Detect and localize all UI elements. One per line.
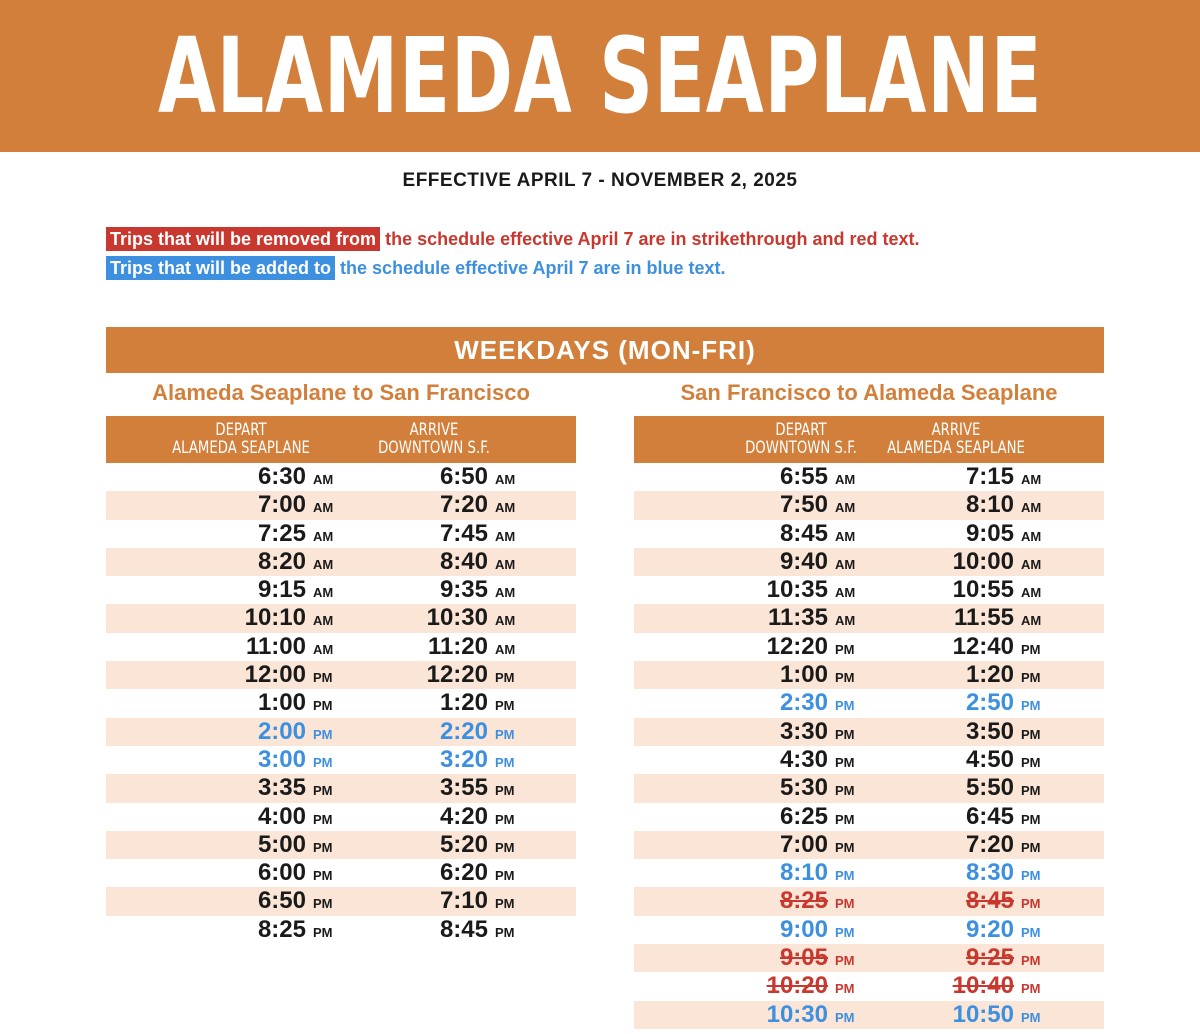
- table-row: [634, 859, 1104, 887]
- depart-time: 12:20: [766, 632, 828, 660]
- arrive-ampm: AM: [495, 613, 516, 629]
- arrive-cell: [902, 520, 1043, 548]
- column-header-line: ALAMEDA SEAPLANE: [887, 438, 1025, 458]
- added-trips-notice: [106, 258, 726, 279]
- removed-trips-notice: [106, 229, 920, 250]
- table-row: [634, 718, 1104, 746]
- arrive-ampm: AM: [1021, 472, 1042, 487]
- depart-cell: [718, 916, 857, 944]
- arrive-cell: [902, 803, 1043, 831]
- arrive-time: 7:20: [965, 830, 1014, 858]
- depart-cell: [718, 831, 857, 859]
- table-row: [106, 633, 576, 661]
- arrive-cell: [376, 576, 517, 604]
- arrive-cell: [902, 774, 1043, 802]
- column-header-line: DEPART: [215, 420, 267, 440]
- depart-cell: [718, 774, 857, 802]
- arrive-time: 9:20: [965, 915, 1014, 943]
- arrive-ampm: PM: [495, 896, 515, 912]
- depart-cell: [196, 548, 335, 576]
- table-row: [634, 576, 1104, 604]
- depart-ampm: PM: [835, 670, 855, 686]
- arrive-ampm: AM: [495, 528, 516, 544]
- column-header-line: ARRIVE: [931, 420, 981, 440]
- depart-ampm: PM: [835, 811, 855, 827]
- depart-ampm: AM: [313, 500, 334, 516]
- arrive-cell: [376, 803, 517, 831]
- depart-cell: [196, 774, 335, 802]
- table-row: [634, 803, 1104, 831]
- depart-cell: [196, 859, 335, 887]
- table-row: [634, 689, 1104, 717]
- arrive-ampm: PM: [495, 868, 515, 884]
- depart-cell: [196, 916, 335, 944]
- added-notice-text: the schedule effective April 7 are in blue text.: [340, 258, 726, 278]
- table-header: [634, 416, 1104, 463]
- depart-cell: [718, 548, 857, 576]
- depart-cell: [718, 944, 857, 972]
- depart-time: 9:05: [779, 944, 828, 972]
- removed-notice-highlight: Trips that will be removed from: [106, 227, 380, 251]
- arrive-time: 10:55: [952, 576, 1014, 604]
- arrive-time: 7:20: [439, 491, 488, 519]
- arrive-cell: [902, 1001, 1043, 1029]
- depart-time: 8:20: [257, 547, 306, 575]
- depart-time: 8:45: [779, 519, 828, 547]
- arrive-ampm: PM: [495, 811, 515, 827]
- column-header-line: ALAMEDA SEAPLANE: [172, 438, 310, 458]
- arrive-cell: [902, 944, 1043, 972]
- depart-time: 9:15: [257, 576, 306, 604]
- arrive-time: 7:15: [965, 463, 1014, 490]
- depart-cell: [196, 604, 335, 632]
- depart-ampm: PM: [313, 726, 333, 742]
- depart-cell: [196, 718, 335, 746]
- arrive-time: 11:55: [953, 604, 1014, 632]
- depart-ampm: AM: [313, 472, 334, 487]
- depart-ampm: PM: [835, 953, 855, 969]
- column-header-line: ARRIVE: [409, 420, 459, 440]
- depart-time: 12:00: [244, 661, 306, 689]
- depart-cell: [718, 887, 857, 915]
- arrive-ampm: PM: [1021, 726, 1041, 742]
- table-row: [106, 831, 576, 859]
- depart-ampm: PM: [313, 670, 333, 686]
- arrive-time: 4:20: [439, 802, 488, 830]
- depart-time: 8:25: [779, 887, 828, 915]
- arrive-time: 3:55: [439, 774, 488, 802]
- schedule-table-to-alameda: [634, 416, 1104, 1029]
- section-header-weekdays: WEEKDAYS (MON-FRI): [106, 327, 1104, 373]
- table-row: [634, 831, 1104, 859]
- arrive-cell: [376, 463, 517, 491]
- table-row: [634, 887, 1104, 915]
- depart-cell: [718, 633, 857, 661]
- arrive-time: 8:45: [439, 915, 488, 943]
- depart-ampm: AM: [835, 528, 856, 544]
- table-row: [634, 491, 1104, 519]
- table-row: [106, 916, 576, 944]
- arrive-cell: [376, 831, 517, 859]
- arrive-ampm: PM: [495, 726, 515, 742]
- depart-time: 6:25: [779, 802, 828, 830]
- arrive-time: 10:30: [426, 604, 488, 632]
- title-banner: [0, 0, 1200, 152]
- depart-time: 2:30: [779, 689, 828, 717]
- depart-ampm: PM: [313, 839, 333, 855]
- depart-cell: [718, 859, 857, 887]
- arrive-cell: [376, 520, 517, 548]
- depart-time: 4:30: [779, 745, 828, 773]
- schedule-table-to-sf: [106, 416, 576, 944]
- direction-title-to-sf: Alameda Seaplane to San Francisco: [152, 380, 530, 405]
- arrive-ampm: AM: [1021, 613, 1042, 629]
- depart-time: 10:35: [766, 576, 828, 604]
- arrive-cell: [902, 689, 1043, 717]
- arrive-time: 10:50: [952, 1000, 1014, 1028]
- arrive-ampm: PM: [1021, 868, 1041, 884]
- effective-dates: EFFECTIVE APRIL 7 - NOVEMBER 2, 2025: [402, 170, 798, 191]
- arrive-cell: [902, 661, 1043, 689]
- arrive-time: 8:10: [965, 491, 1014, 519]
- arrive-ampm: PM: [1021, 1009, 1041, 1025]
- depart-cell: [718, 463, 857, 491]
- arrive-cell: [376, 916, 517, 944]
- depart-ampm: AM: [313, 613, 334, 629]
- table-row: [634, 463, 1104, 491]
- depart-time: 7:50: [779, 491, 828, 519]
- arrive-time: 12:20: [426, 661, 488, 689]
- arrive-time: 9:05: [965, 519, 1014, 547]
- arrive-ampm: AM: [1021, 585, 1042, 601]
- arrive-ampm: AM: [1021, 500, 1042, 516]
- arrive-cell: [902, 633, 1043, 661]
- depart-ampm: PM: [835, 726, 855, 742]
- arrive-cell: [376, 718, 517, 746]
- arrive-cell: [376, 548, 517, 576]
- arrive-ampm: PM: [495, 698, 515, 714]
- arrive-time: 2:50: [965, 689, 1014, 717]
- depart-cell: [718, 689, 857, 717]
- depart-time: 11:35: [767, 604, 828, 632]
- column-header-line: DEPART: [775, 420, 827, 440]
- depart-time: 8:10: [779, 859, 828, 887]
- table-row: [106, 746, 576, 774]
- depart-cell: [196, 491, 335, 519]
- arrive-ampm: PM: [1021, 953, 1041, 969]
- depart-time: 9:00: [779, 915, 828, 943]
- arrive-cell: [902, 916, 1043, 944]
- depart-cell: [718, 604, 857, 632]
- table-row: [106, 718, 576, 746]
- arrive-time: 7:10: [439, 887, 488, 915]
- arrive-ampm: AM: [495, 472, 516, 487]
- arrive-cell: [376, 689, 517, 717]
- table-row: [106, 576, 576, 604]
- table-row: [634, 633, 1104, 661]
- direction-title-to-alameda: San Francisco to Alameda Seaplane: [680, 380, 1058, 405]
- table-row: [106, 887, 576, 915]
- depart-time: 7:00: [257, 491, 306, 519]
- arrive-ampm: PM: [1021, 924, 1041, 940]
- depart-time: 3:00: [257, 745, 306, 773]
- arrive-cell: [376, 859, 517, 887]
- arrive-time: 4:50: [965, 745, 1014, 773]
- depart-time: 1:00: [779, 661, 828, 689]
- table-row: [634, 746, 1104, 774]
- depart-time: 7:00: [779, 830, 828, 858]
- depart-cell: [196, 803, 335, 831]
- table-row: [106, 661, 576, 689]
- page-title: ALAMEDA SEAPLANE: [157, 15, 1043, 137]
- depart-time: 10:30: [766, 1000, 828, 1028]
- arrive-ampm: AM: [495, 500, 516, 516]
- arrive-time: 10:00: [952, 547, 1014, 575]
- table-body: [634, 463, 1104, 1029]
- arrive-cell: [902, 972, 1043, 1000]
- arrive-ampm: AM: [1021, 528, 1042, 544]
- table-row: [634, 774, 1104, 802]
- table-row: [106, 491, 576, 519]
- table-row: [106, 689, 576, 717]
- column-header-arrive: [870, 421, 1042, 457]
- depart-ampm: PM: [313, 896, 333, 912]
- table-row: [106, 859, 576, 887]
- depart-ampm: PM: [835, 783, 855, 799]
- depart-time: 10:20: [766, 972, 828, 1000]
- depart-cell: [718, 491, 857, 519]
- arrive-time: 3:20: [439, 745, 488, 773]
- arrive-cell: [902, 887, 1043, 915]
- depart-ampm: PM: [313, 783, 333, 799]
- depart-ampm: AM: [835, 585, 856, 601]
- depart-ampm: PM: [313, 924, 333, 940]
- depart-cell: [196, 633, 335, 661]
- arrive-cell: [902, 548, 1043, 576]
- arrive-cell: [376, 604, 517, 632]
- table-row: [634, 944, 1104, 972]
- arrive-time: 9:25: [965, 944, 1014, 972]
- arrive-ampm: PM: [1021, 783, 1041, 799]
- depart-time: 11:00: [245, 632, 306, 660]
- arrive-ampm: PM: [495, 924, 515, 940]
- depart-ampm: PM: [835, 924, 855, 940]
- depart-ampm: PM: [313, 811, 333, 827]
- table-row: [634, 1001, 1104, 1029]
- depart-cell: [718, 576, 857, 604]
- arrive-cell: [376, 887, 517, 915]
- arrive-time: 6:45: [965, 802, 1014, 830]
- arrive-ampm: AM: [495, 641, 516, 657]
- depart-ampm: PM: [835, 868, 855, 884]
- depart-ampm: AM: [835, 556, 856, 572]
- depart-cell: [196, 520, 335, 548]
- arrive-ampm: PM: [1021, 981, 1041, 997]
- table-row: [106, 604, 576, 632]
- depart-ampm: AM: [313, 641, 334, 657]
- arrive-time: 7:45: [439, 519, 488, 547]
- depart-ampm: AM: [835, 613, 856, 629]
- arrive-time: 11:20: [427, 632, 488, 660]
- arrive-ampm: PM: [1021, 698, 1041, 714]
- arrive-ampm: PM: [1021, 641, 1041, 657]
- arrive-time: 5:50: [965, 774, 1014, 802]
- arrive-cell: [902, 859, 1043, 887]
- arrive-cell: [902, 831, 1043, 859]
- depart-cell: [196, 746, 335, 774]
- depart-time: 4:00: [257, 802, 306, 830]
- arrive-time: 8:30: [965, 859, 1014, 887]
- depart-ampm: PM: [835, 1009, 855, 1025]
- table-row: [634, 520, 1104, 548]
- arrive-ampm: PM: [495, 839, 515, 855]
- table-row: [106, 463, 576, 491]
- column-header-line: DOWNTOWN S.F.: [745, 438, 857, 458]
- depart-cell: [718, 1001, 857, 1029]
- depart-ampm: PM: [835, 896, 855, 912]
- arrive-cell: [376, 491, 517, 519]
- arrive-time: 5:20: [439, 830, 488, 858]
- arrive-time: 8:45: [965, 887, 1014, 915]
- depart-time: 3:35: [257, 774, 306, 802]
- depart-time: 6:00: [257, 859, 306, 887]
- depart-time: 5:30: [779, 774, 828, 802]
- depart-ampm: PM: [313, 868, 333, 884]
- arrive-time: 9:35: [439, 576, 488, 604]
- depart-cell: [196, 661, 335, 689]
- depart-time: 2:00: [257, 717, 306, 745]
- arrive-cell: [902, 746, 1043, 774]
- depart-ampm: AM: [313, 585, 334, 601]
- depart-cell: [196, 463, 335, 491]
- depart-time: 5:00: [257, 830, 306, 858]
- table-row: [106, 803, 576, 831]
- arrive-ampm: PM: [1021, 896, 1041, 912]
- arrive-ampm: PM: [1021, 670, 1041, 686]
- arrive-cell: [902, 491, 1043, 519]
- depart-time: 1:00: [257, 689, 306, 717]
- arrive-ampm: PM: [1021, 839, 1041, 855]
- depart-ampm: AM: [313, 556, 334, 572]
- table-header: [106, 416, 576, 463]
- depart-ampm: PM: [313, 698, 333, 714]
- table-body: [106, 463, 576, 944]
- depart-ampm: PM: [313, 754, 333, 770]
- column-header-arrive: [348, 421, 520, 457]
- depart-cell: [196, 689, 335, 717]
- depart-cell: [718, 803, 857, 831]
- removed-notice-text: the schedule effective April 7 are in strikethrough and red text.: [385, 229, 920, 249]
- arrive-ampm: AM: [495, 585, 516, 601]
- depart-time: 10:10: [244, 604, 306, 632]
- arrive-cell: [376, 633, 517, 661]
- arrive-ampm: PM: [495, 783, 515, 799]
- arrive-time: 12:40: [952, 632, 1014, 660]
- arrive-time: 3:50: [965, 717, 1014, 745]
- depart-ampm: AM: [313, 528, 334, 544]
- table-row: [634, 916, 1104, 944]
- arrive-ampm: PM: [495, 754, 515, 770]
- depart-ampm: PM: [835, 641, 855, 657]
- depart-time: 3:30: [779, 717, 828, 745]
- depart-ampm: AM: [835, 500, 856, 516]
- arrive-cell: [902, 604, 1043, 632]
- table-row: [634, 548, 1104, 576]
- depart-cell: [718, 718, 857, 746]
- arrive-ampm: PM: [495, 670, 515, 686]
- arrive-time: 8:40: [439, 547, 488, 575]
- arrive-time: 6:50: [439, 463, 488, 490]
- arrive-ampm: PM: [1021, 811, 1041, 827]
- depart-cell: [196, 576, 335, 604]
- added-notice-highlight: Trips that will be added to: [106, 256, 335, 280]
- depart-cell: [718, 520, 857, 548]
- arrive-time: 6:20: [439, 859, 488, 887]
- depart-ampm: PM: [835, 981, 855, 997]
- arrive-cell: [902, 576, 1043, 604]
- table-row: [106, 774, 576, 802]
- arrive-ampm: PM: [1021, 754, 1041, 770]
- depart-cell: [196, 887, 335, 915]
- arrive-cell: [376, 746, 517, 774]
- depart-cell: [718, 661, 857, 689]
- depart-time: 7:25: [257, 519, 306, 547]
- depart-time: 9:40: [779, 547, 828, 575]
- arrive-cell: [376, 661, 517, 689]
- depart-time: 6:55: [779, 463, 828, 490]
- depart-time: 6:50: [257, 887, 306, 915]
- arrive-time: 1:20: [965, 661, 1014, 689]
- table-row: [106, 548, 576, 576]
- depart-ampm: PM: [835, 839, 855, 855]
- depart-ampm: AM: [835, 472, 856, 487]
- table-row: [634, 972, 1104, 1000]
- depart-cell: [718, 972, 857, 1000]
- depart-cell: [718, 746, 857, 774]
- arrive-cell: [902, 718, 1043, 746]
- arrive-cell: [902, 463, 1043, 491]
- arrive-time: 1:20: [439, 689, 488, 717]
- arrive-time: 10:40: [952, 972, 1014, 1000]
- column-header-line: DOWNTOWN S.F.: [378, 438, 490, 458]
- arrive-time: 2:20: [439, 717, 488, 745]
- depart-cell: [196, 831, 335, 859]
- column-header-depart: [144, 421, 339, 457]
- table-row: [634, 604, 1104, 632]
- arrive-cell: [376, 774, 517, 802]
- depart-ampm: PM: [835, 698, 855, 714]
- depart-ampm: PM: [835, 754, 855, 770]
- table-row: [106, 520, 576, 548]
- arrive-ampm: AM: [1021, 556, 1042, 572]
- arrive-ampm: AM: [495, 556, 516, 572]
- depart-time: 6:30: [257, 463, 306, 490]
- table-row: [634, 661, 1104, 689]
- depart-time: 8:25: [257, 915, 306, 943]
